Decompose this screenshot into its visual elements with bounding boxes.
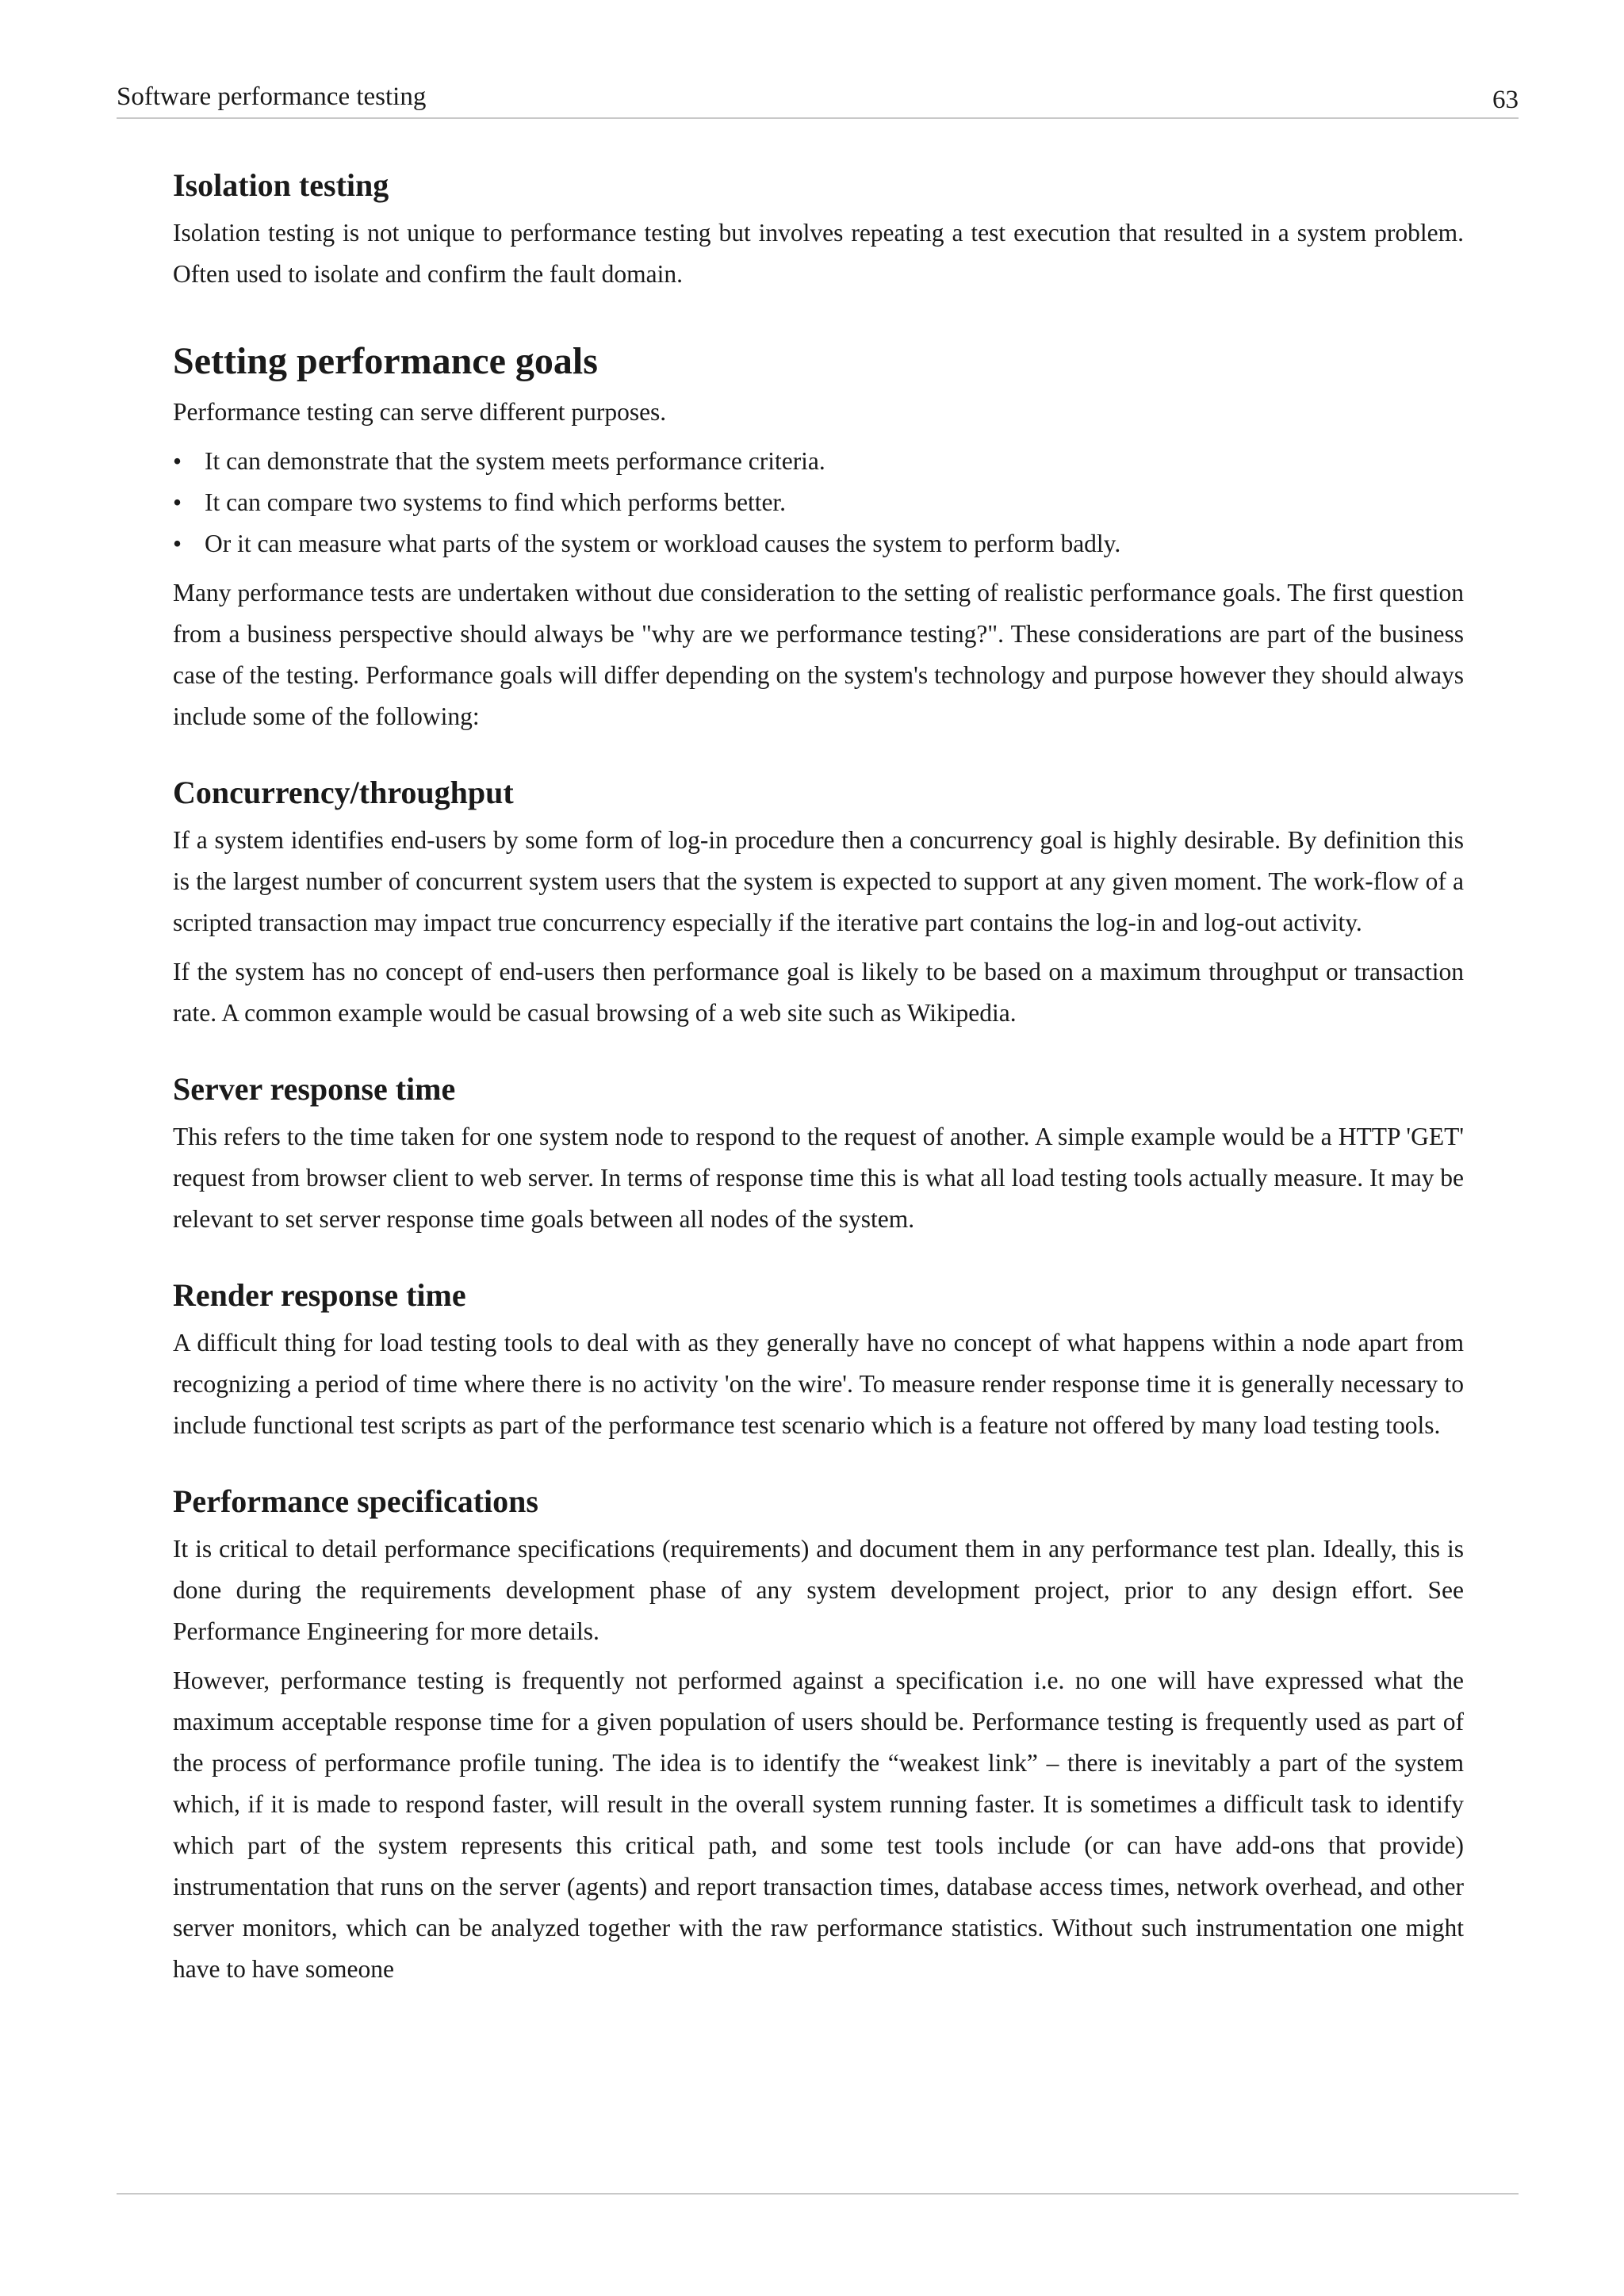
section-setting-performance-goals — [173, 336, 1464, 737]
list-item — [173, 482, 1464, 523]
paragraph: However, performance testing is frequently not performed against a specification i.e. no one will have expressed what the maximum acceptable response time for a given population of users should be. Performance testing is frequently used as part of the process of performance profile tuning. The idea is to identify the “weakest link” – there is inevitably a part of the system which, if it is made to respond faster, will result in the overall system running faster. It is sometimes a difficult task to identify which part of the system represents this critical path, and some test tools include (or can have add-ons that provide) instrumentation that runs on the server (agents) and report transaction times, database access times, network overhead, and other server monitors, which can be analyzed together with the raw performance statistics. Without such instrumentation one might have to have someone — [173, 1667, 1464, 1983]
bullet-list — [173, 441, 1464, 564]
bullet-icon: • — [173, 447, 182, 475]
list-item — [173, 523, 1464, 564]
heading-server-response-time: Server response time — [173, 1071, 456, 1107]
list-item-text: It can compare two systems to find which performs better. — [205, 488, 787, 516]
paragraph: Isolation testing is not unique to performance testing but involves repeating a test execution that resulted in a system problem. Often used to isolate and confirm the fault domain. — [173, 219, 1464, 288]
list-item — [173, 441, 1464, 482]
list-item-text: It can demonstrate that the system meets performance criteria. — [205, 447, 825, 475]
running-header — [117, 78, 1519, 119]
heading-setting-performance-goals: Setting performance goals — [173, 340, 598, 382]
page-number: 63 — [1492, 86, 1519, 114]
paragraph: Many performance tests are undertaken without due consideration to the setting of realistic performance goals. The first question from a business perspective should always be "why are we performance testing?". These considerations are part of the business case of the testing. Performance goals will differ depending on the system's technology and purpose however they should always include some of the following: — [173, 579, 1464, 730]
bullet-icon: • — [173, 488, 182, 516]
heading-render-response-time: Render response time — [173, 1277, 466, 1313]
paragraph: It is critical to detail performance specifications (requirements) and document them in any performance test plan. Ideally, this is done during the requirements development phase of any system development project, prior to any design effort. See Performance Engineering for more details. — [173, 1535, 1464, 1645]
paragraph: Performance testing can serve different purposes. — [173, 398, 667, 426]
section-render-response-time — [173, 1273, 1464, 1446]
paragraph: This refers to the time taken for one system node to respond to the request of another. A simple example would be a HTTP 'GET' request from browser client to web server. In terms of response time this is what all load testing tools actually measure. It may be relevant to set server response time goals between all nodes of the system. — [173, 1123, 1464, 1233]
paragraph: If the system has no concept of end-users then performance goal is likely to be based on a maximum throughput or transaction rate. A common example would be casual browsing of a web site such as Wikipedia. — [173, 958, 1464, 1027]
footer-rule — [117, 2193, 1519, 2195]
section-isolation-testing — [173, 163, 1464, 295]
bullet-icon: • — [173, 530, 182, 557]
paragraph: A difficult thing for load testing tools to deal with as they generally have no concept of what happens within a node apart from recognizing a period of time where there is no activity 'on the wire'. To measure render response time it is generally necessary to include functional test scripts as part of the performance test scenario which is a feature not offered by many load testing tools. — [173, 1329, 1464, 1439]
section-performance-specifications — [173, 1479, 1464, 1990]
page-body — [173, 163, 1464, 1990]
section-server-response-time — [173, 1067, 1464, 1240]
section-concurrency-throughput — [173, 771, 1464, 1034]
running-header-title: Software performance testing — [117, 82, 427, 111]
heading-isolation-testing: Isolation testing — [173, 167, 389, 203]
paragraph: If a system identifies end-users by some form of log-in procedure then a concurrency goal is highly desirable. By definition this is the largest number of concurrent system users that the system is expected to support at any given moment. The work-flow of a scripted transaction may impact true concurrency especially if the iterative part contains the log-in and log-out activity. — [173, 826, 1464, 936]
heading-concurrency-throughput: Concurrency/throughput — [173, 775, 514, 810]
heading-performance-specifications: Performance specifications — [173, 1483, 538, 1519]
list-item-text: Or it can measure what parts of the system or workload causes the system to perform badly. — [205, 530, 1121, 557]
